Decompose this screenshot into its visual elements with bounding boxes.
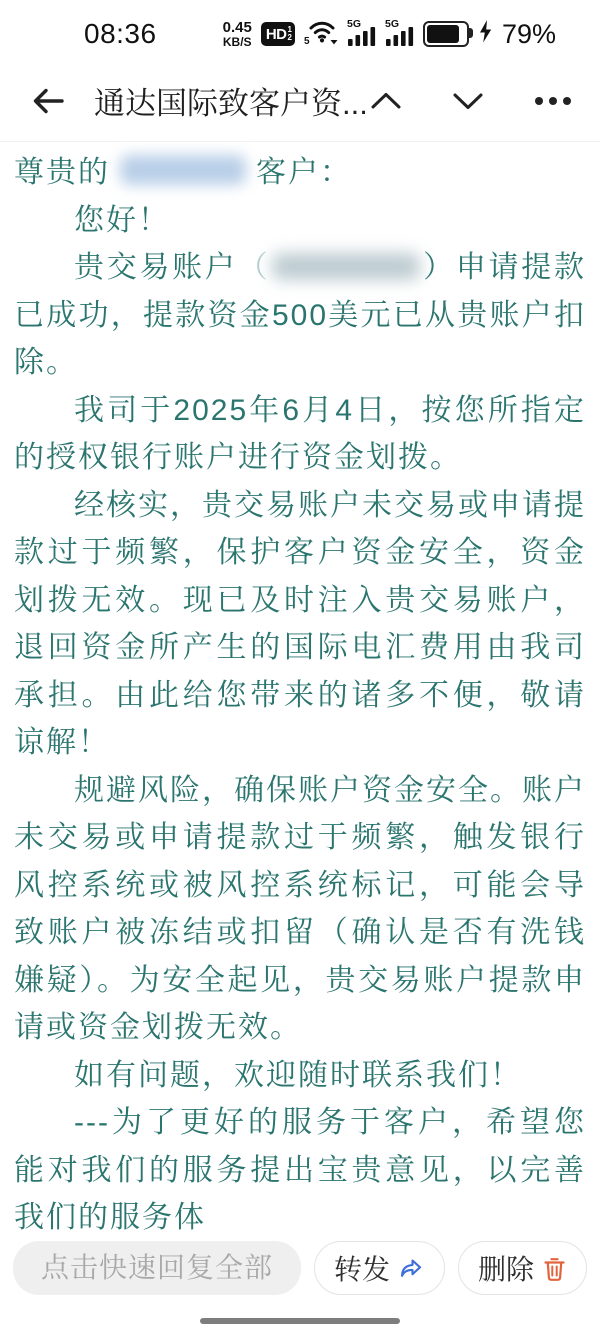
charging-bolt-icon: [478, 19, 493, 49]
battery-percent: 79%: [501, 18, 556, 49]
svg-text:5: 5: [303, 36, 310, 45]
ellipsis-icon: [533, 96, 573, 106]
previous-mail-button[interactable]: [369, 90, 403, 112]
status-bar: [0, 0, 600, 60]
paragraph-feedback: ---为了更好的服务于客户，希望您能对我们的服务提出宝贵意见，以完善我们的服务体: [14, 1106, 586, 1234]
hello-line: 您好！: [74, 203, 170, 237]
paragraph-contact: 如有问题，欢迎随时联系我们！: [74, 1058, 522, 1092]
more-options-button[interactable]: [533, 96, 573, 106]
battery-icon: [423, 21, 469, 47]
wifi-icon: [304, 18, 338, 50]
chevron-up-icon: [369, 90, 403, 112]
svg-text:5G: 5G: [384, 17, 399, 30]
trash-icon: [542, 1255, 567, 1282]
mail-header: [0, 60, 600, 142]
paragraph-verification: 经核实，贵交易账户未交易或申请提款过于频繁，保护客户资金安全，资金划拨无效。现已及时注入贵交易账户，退回资金所产生的国际电汇费用由我司承担。由此给您带来的诸多不便，敬请谅解！: [14, 488, 586, 759]
paragraph-risk-warning: 规避风险，确保账户资金安全。账户未交易或申请提款过于频繁，触发银行风控系统或被风控系统标记，可能会导致账户被冻结或扣留（确认是否有洗钱嫌疑）。为安全起见，贵交易账户提款申请或资金划拨无效。: [14, 773, 586, 1044]
clock-time: 08:36: [84, 18, 157, 49]
home-indicator[interactable]: [200, 1318, 400, 1324]
paragraph-withdrawal: 贵交易账户（ ）申请提款已成功，提款资金500美元已从贵账户扣除。: [14, 251, 587, 379]
back-button[interactable]: [28, 85, 66, 117]
cellular-signal-icon-sim2: [385, 18, 414, 51]
signal-5g-label: 5G: [346, 17, 361, 30]
chevron-down-icon: [451, 90, 485, 112]
cellular-signal-icon-sim1: [347, 18, 376, 51]
forward-share-icon: [398, 1256, 425, 1281]
delete-button[interactable]: 删除: [458, 1241, 587, 1295]
mail-body: [0, 143, 600, 1235]
paragraph-transfer-date: 我司于2025年6月4日，按您所指定的授权银行账户进行资金划拨。: [14, 393, 586, 474]
greeting-line: 尊贵的 客户：: [14, 156, 352, 189]
forward-button[interactable]: 转发: [314, 1241, 445, 1295]
hd-voice-icon: HD 1 2: [261, 22, 295, 46]
redacted-customer-name: [120, 155, 246, 185]
next-mail-button[interactable]: [451, 90, 485, 112]
quick-reply-input[interactable]: [13, 1241, 301, 1295]
status-icons: [223, 18, 556, 51]
mail-subject-title: 通达国际致客户资...: [94, 86, 368, 121]
redacted-account-number: [272, 253, 420, 280]
network-speed-indicator: 0.45 KB/S: [222, 19, 252, 49]
back-arrow-icon: [28, 85, 66, 117]
